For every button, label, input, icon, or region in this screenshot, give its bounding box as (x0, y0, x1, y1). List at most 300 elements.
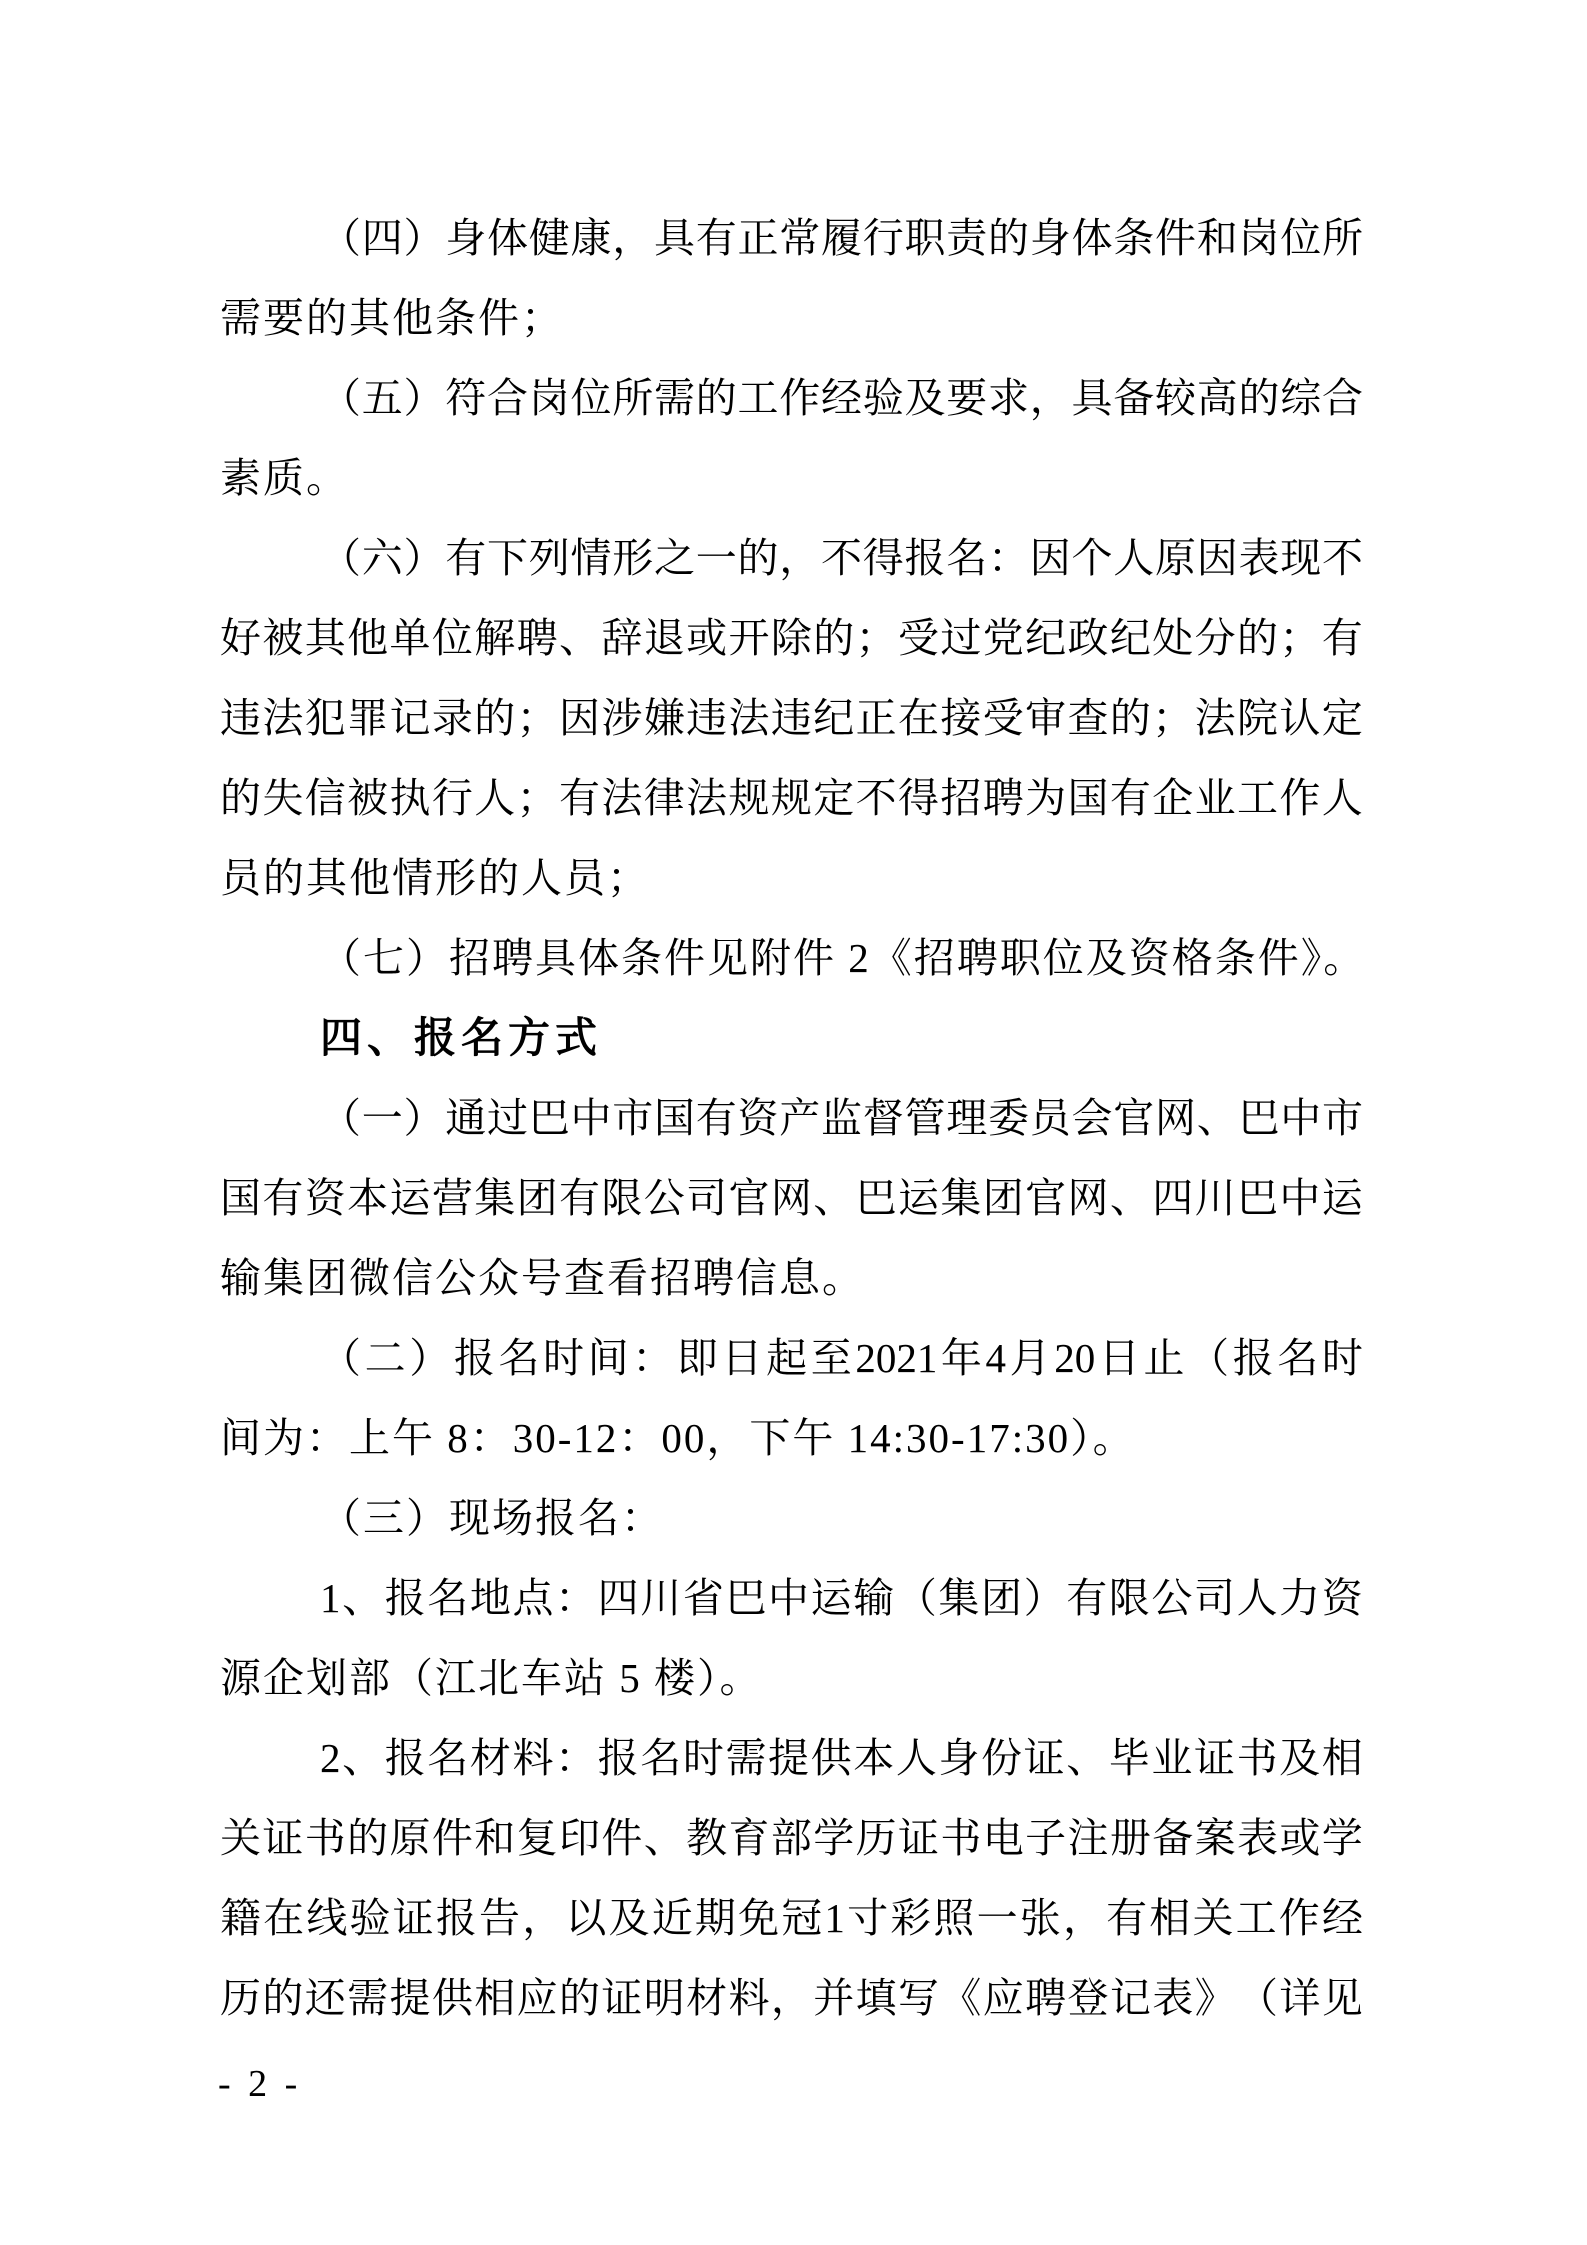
text-token: 、 (1066, 1735, 1108, 1781)
text-token: 辞 (601, 615, 643, 661)
text-token: 法 (601, 775, 643, 821)
text-token: 证 (262, 1815, 304, 1861)
text-token: 应 (516, 1975, 558, 2021)
text-token: 报 (435, 1895, 477, 1941)
text-token: 招 (940, 775, 982, 821)
text-token: ， (522, 1895, 564, 1941)
text-token: 输 (853, 1575, 895, 1621)
text-line: 源企划部（江北车站 5 楼）。 (220, 1655, 763, 1701)
text-token: 市 (1322, 1095, 1363, 1141)
text-token: 资 (737, 1095, 779, 1141)
text-token: ； (1152, 695, 1194, 741)
text-token: （ (320, 535, 361, 581)
text-line (220, 1798, 1363, 1878)
text-token: 要 (946, 375, 988, 421)
text-token: 正 (855, 695, 897, 741)
text-token: 纪 (813, 695, 855, 741)
text-token: ） (403, 1095, 445, 1141)
text-token: 网 (770, 1175, 812, 1221)
text-token: 及 (904, 375, 946, 421)
text-token: 的 (1109, 695, 1151, 741)
text-token: ） (403, 375, 445, 421)
text-token: 案 (1194, 1815, 1236, 1861)
text-token: 职 (904, 215, 946, 261)
text-token: 件 (431, 1815, 473, 1861)
text-token: 经 (821, 375, 862, 421)
text-token: 符 (445, 375, 487, 421)
text-line (220, 1158, 1363, 1238)
text-token: 人 (1236, 1575, 1278, 1621)
text-token: ； (516, 775, 558, 821)
text-token: ） (403, 535, 445, 581)
text-token: 相 (1321, 1735, 1363, 1781)
text-token: 和 (474, 1815, 516, 1861)
text-token: 受 (982, 695, 1024, 741)
text-token: 分 (1194, 615, 1236, 661)
text-token: 位 (570, 375, 612, 421)
text-token: 名 (498, 1335, 540, 1381)
text-token: 定 (813, 775, 855, 821)
text-token: 有 (695, 215, 737, 261)
text-token: 的 (695, 375, 737, 421)
text-token: 提 (389, 1975, 431, 2021)
text-token: 四 (1152, 1175, 1194, 1221)
text-token: 规 (728, 775, 770, 821)
text-token: 业 (1151, 1735, 1193, 1781)
text-token: 开 (728, 615, 770, 661)
text-token: 日 (1098, 1335, 1140, 1381)
text-token: 学 (1321, 1815, 1363, 1861)
text-token: 位 (1280, 215, 1322, 261)
text-token: 的 (220, 775, 261, 821)
text-token: 验 (862, 375, 904, 421)
text-token: ： (555, 1735, 597, 1781)
text-token: 名 (1277, 1335, 1319, 1381)
text-token: 网 (1067, 1175, 1109, 1221)
text-token: 及 (1279, 1735, 1321, 1781)
text-token: 岗 (528, 375, 570, 421)
text-token: 书 (1236, 1735, 1278, 1781)
text-token: 时 (682, 1735, 724, 1781)
text-token: 求 (988, 375, 1029, 421)
text-token: 会 (1071, 1095, 1113, 1141)
text-token: 法 (728, 695, 770, 741)
text-token: 证 (1193, 1735, 1235, 1781)
text-token: 运 (810, 1575, 852, 1621)
text-token: 工 (1237, 775, 1278, 821)
text-token: ： (632, 1335, 674, 1381)
text-token: 官 (1113, 1095, 1155, 1141)
text-token: 报 (597, 1735, 639, 1781)
text-token: 管 (904, 1095, 946, 1141)
text-token: 20 (1054, 1335, 1096, 1381)
text-token: 二 (364, 1335, 406, 1381)
text-token: 法 (686, 775, 728, 821)
text-token: 期 (694, 1895, 736, 1941)
text-token: 表 (1237, 1815, 1278, 1861)
text-token: 解 (474, 615, 516, 661)
text-token: 认 (1279, 695, 1321, 741)
text-token: 业 (1194, 775, 1236, 821)
text-token: 国 (654, 1095, 695, 1141)
text-token: 司 (686, 1175, 728, 1221)
text-token: 并 (813, 1975, 855, 2021)
text-token: 有 (695, 1095, 737, 1141)
text-token: 资 (304, 1175, 346, 1221)
text-token: 审 (1025, 695, 1067, 741)
text-token: 关 (220, 1815, 261, 1861)
text-token: 供 (431, 1975, 473, 2021)
text-token: 份 (981, 1735, 1022, 1781)
text-token: 形 (612, 535, 654, 581)
text-token: 个 (1071, 535, 1113, 581)
text-token: 工 (737, 375, 779, 421)
text-token: 免 (738, 1895, 780, 1941)
text-token: ， (612, 215, 654, 261)
text-token: 有 (445, 535, 487, 581)
text-token: 运 (898, 1175, 939, 1221)
text-token: 综 (1280, 375, 1322, 421)
text-token: ： (988, 535, 1029, 581)
text-token: 位 (431, 615, 473, 661)
text-line (220, 1878, 1363, 1958)
text-token: 证 (898, 1815, 939, 1861)
text-token: 毕 (1108, 1735, 1150, 1781)
text-token: 有 (1109, 775, 1151, 821)
text-token: 作 (1278, 1895, 1320, 1941)
text-token: 现 (1280, 535, 1322, 581)
text-token: 正 (737, 215, 779, 261)
text-token: 在 (898, 695, 939, 741)
text-token: 报 (384, 1735, 426, 1781)
text-token: 录 (431, 695, 473, 741)
text-token: 原 (389, 1815, 431, 1861)
text-token: 国 (1067, 775, 1109, 821)
text-token: 照 (933, 1895, 975, 1941)
text-token: 身 (938, 1735, 980, 1781)
text-token: 因 (559, 695, 600, 741)
text-line (220, 598, 1363, 678)
text-token: 接 (940, 695, 982, 741)
text-token: 相 (474, 1975, 516, 2021)
text-token: 涉 (601, 695, 643, 741)
text-token: 材 (469, 1735, 511, 1781)
text-token: 点 (512, 1575, 554, 1621)
text-token: 一 (976, 1895, 1018, 1941)
text-token: 康 (570, 215, 612, 261)
text-token: 其 (304, 615, 346, 661)
text-token: 巴 (725, 1575, 767, 1621)
text-token: 巴 (1237, 1175, 1278, 1221)
text-token: 的 (347, 1815, 389, 1861)
text-token: 违 (686, 695, 728, 741)
text-token: 2 (320, 1735, 341, 1781)
text-line (220, 758, 1363, 838)
text-token: 日 (721, 1335, 763, 1381)
text-token: ， (770, 1975, 812, 2021)
text-token: 巴 (855, 1175, 897, 1221)
text-token: 学 (813, 1815, 855, 1861)
text-token: 企 (1152, 775, 1194, 821)
text-token: 2021 (855, 1335, 938, 1381)
text-token: 、 (559, 615, 600, 661)
text-token: 官 (728, 1175, 770, 1221)
text-token: 书 (940, 1815, 982, 1861)
text-token: 有 (262, 1175, 304, 1221)
text-token: 书 (304, 1815, 346, 1861)
text-token: 报 (904, 535, 946, 581)
text-token: 员 (1029, 1095, 1071, 1141)
text-token: 罪 (347, 695, 389, 741)
text-token: 、 (1109, 1175, 1151, 1221)
text-token: 备 (1152, 1815, 1194, 1861)
text-token: 行 (862, 215, 904, 261)
text-token: 因 (1196, 535, 1238, 581)
text-token: 除 (770, 615, 812, 661)
text-token: 应 (982, 1975, 1024, 2021)
text-token: （ (320, 1335, 361, 1381)
text-token: 4 (985, 1335, 1007, 1381)
text-token: 公 (1151, 1575, 1193, 1621)
text-token: 因 (1029, 535, 1071, 581)
text-token: 寸 (847, 1895, 889, 1941)
text-token: 资 (1321, 1575, 1363, 1621)
text-token: 《 (940, 1975, 982, 2021)
page-number: - 2 - (218, 2063, 302, 2105)
text-token: 官 (1025, 1175, 1067, 1221)
text-token: 中 (1280, 1095, 1322, 1141)
text-line (220, 518, 1363, 598)
text-line: 员的其他情形的人员； (220, 855, 650, 901)
text-token: 省 (682, 1575, 724, 1621)
text-token: 、 (342, 1575, 384, 1621)
text-token: 材 (686, 1975, 728, 2021)
text-token: ： (555, 1575, 597, 1621)
text-token: 所 (1322, 215, 1363, 261)
text-token: 工 (1235, 1895, 1277, 1941)
text-token: 的 (988, 215, 1029, 261)
text-token: 国 (220, 1175, 261, 1221)
text-token: 之 (654, 535, 695, 581)
text-token: 过 (940, 615, 982, 661)
text-token: 中 (570, 1095, 612, 1141)
text-token: 六 (361, 535, 403, 581)
text-token: 月 (1009, 1335, 1051, 1381)
text-token: 巴 (528, 1095, 570, 1141)
text-token: 纪 (1109, 615, 1151, 661)
text-token: 履 (821, 215, 862, 261)
text-token: 时 (543, 1335, 585, 1381)
text-token: 本 (853, 1735, 895, 1781)
text-token: 作 (1279, 775, 1321, 821)
text-token: 信 (304, 775, 346, 821)
text-token: （ (320, 215, 361, 261)
text-token: 中 (768, 1575, 810, 1621)
text-token: ） (409, 1335, 451, 1381)
text-token: 人 (1321, 775, 1363, 821)
text-token: 证 (601, 1975, 643, 2021)
text-token: 时 (1321, 1335, 1363, 1381)
text-token: 集 (474, 1175, 516, 1221)
text-token: 执 (389, 775, 431, 821)
text-token: 得 (862, 535, 904, 581)
text-token: 被 (262, 615, 304, 661)
text-token: 聘 (516, 615, 558, 661)
text-line (220, 1718, 1363, 1798)
text-line (220, 198, 1363, 278)
text-token: 中 (1279, 1175, 1321, 1221)
text-token: 退 (643, 615, 685, 661)
text-token: 一 (361, 1095, 403, 1141)
text-line (220, 1958, 1363, 2038)
text-token: 他 (347, 615, 389, 661)
text-token: 记 (389, 695, 431, 741)
text-token: 司 (1193, 1575, 1235, 1621)
text-token: 律 (643, 775, 685, 821)
text-token: 团 (516, 1175, 558, 1221)
text-token: 违 (220, 695, 261, 741)
text-token: 的 (1238, 375, 1280, 421)
text-token: 料 (728, 1975, 770, 2021)
text-token: 名 (946, 535, 988, 581)
text-token: 合 (1322, 375, 1363, 421)
text-token: 报 (1232, 1335, 1274, 1381)
text-token: 需 (654, 375, 695, 421)
text-token: 、 (1196, 1095, 1238, 1141)
text-token: 单 (389, 615, 431, 661)
text-token: 供 (810, 1735, 852, 1781)
text-token: （ (1237, 1975, 1278, 2021)
text-token: （ (1188, 1335, 1230, 1381)
text-token: ， (779, 535, 821, 581)
text-token: 或 (686, 615, 728, 661)
text-token: 有 (1066, 1575, 1108, 1621)
text-token: 有 (1106, 1895, 1148, 1941)
text-token: 身 (445, 215, 487, 261)
text-token: 失 (262, 775, 304, 821)
text-token: 报 (453, 1335, 495, 1381)
text-token: 集 (940, 1175, 982, 1221)
text-token: 受 (898, 615, 939, 661)
text-token: 张 (1019, 1895, 1061, 1941)
text-token: 高 (1196, 375, 1238, 421)
text-token: 团 (981, 1575, 1022, 1621)
text-token: 或 (1279, 1815, 1321, 1861)
text-token: 、 (342, 1735, 384, 1781)
text-token: 四 (597, 1575, 639, 1621)
text-token: 运 (1321, 1175, 1363, 1221)
text-token: 明 (643, 1975, 685, 2021)
text-token: 好 (220, 615, 261, 661)
text-token: 体 (487, 215, 528, 261)
text-token: 历 (855, 1815, 897, 1861)
text-token: 件 (1155, 215, 1196, 261)
text-token: 委 (988, 1095, 1029, 1141)
text-token: 力 (1279, 1575, 1321, 1621)
text-token: 五 (361, 375, 403, 421)
text-token: 的 (1237, 615, 1278, 661)
text-token: 四 (361, 215, 403, 261)
text-token: 具 (1071, 375, 1113, 421)
text-token: 、 (813, 1175, 855, 1221)
text-token: 定 (1321, 695, 1363, 741)
text-token: 教 (686, 1815, 728, 1861)
text-token: 填 (855, 1975, 897, 2021)
text-token: 起 (766, 1335, 808, 1381)
text-token: 印 (559, 1815, 600, 1861)
text-token: 川 (1194, 1175, 1236, 1221)
text-token: 、 (643, 1815, 685, 1861)
text-token: 的 (262, 1975, 304, 2021)
text-token: （ (320, 1095, 361, 1141)
text-token: 需 (347, 1975, 389, 2021)
text-token: 告 (479, 1895, 521, 1941)
text-token: 报 (384, 1575, 426, 1621)
text-token: 不 (1322, 535, 1363, 581)
text-token: 部 (770, 1815, 812, 1861)
text-token: 育 (728, 1815, 770, 1861)
text-token: 备 (1113, 375, 1155, 421)
text-token: 验 (349, 1895, 391, 1941)
text-token: 嫌 (643, 695, 685, 741)
text-token: 有 (559, 1175, 600, 1221)
text-token: 本 (347, 1175, 389, 1221)
text-token: 原 (1155, 535, 1196, 581)
text-token: 限 (601, 1175, 643, 1221)
text-token: 合 (487, 375, 528, 421)
text-token: ； (1279, 615, 1321, 661)
text-token: 注 (1067, 1815, 1109, 1861)
text-token: 有 (1321, 615, 1363, 661)
text-token: 的 (813, 615, 855, 661)
text-token: 行 (431, 775, 473, 821)
text-token: 在 (263, 1895, 305, 1941)
text-token: 册 (1109, 1815, 1151, 1861)
text-token: 名 (427, 1575, 469, 1621)
text-line (220, 678, 1363, 758)
text-token: 提 (768, 1735, 810, 1781)
text-token: 法 (262, 695, 304, 741)
text-token: 产 (779, 1095, 821, 1141)
text-token: ， (1062, 1895, 1104, 1941)
text-line: 间为：上午 8：30-12：00，下午 14:30-17:30）。 (220, 1415, 1136, 1461)
text-token: 一 (695, 535, 737, 581)
text-token: 有 (559, 775, 600, 821)
text-token: 表 (1152, 1975, 1194, 2021)
text-token: 以 (565, 1895, 607, 1941)
text-token: 列 (528, 535, 570, 581)
text-token: 市 (612, 1095, 654, 1141)
text-token: 件 (601, 1815, 643, 1861)
text-token: 人 (895, 1735, 937, 1781)
text-token: 的 (559, 1975, 600, 2021)
text-line: （三）现场报名： (320, 1495, 664, 1541)
text-token: 止 (1143, 1335, 1185, 1381)
text-token: 历 (220, 1975, 261, 2021)
text-token: 至 (810, 1335, 852, 1381)
text-token: 网 (1155, 1095, 1196, 1141)
text-token: 及 (608, 1895, 650, 1941)
text-token: 记 (1109, 1975, 1151, 2021)
text-token: 地 (469, 1575, 511, 1621)
text-token: 详 (1279, 1975, 1321, 2021)
text-token: 聘 (982, 775, 1024, 821)
text-token: 情 (570, 535, 612, 581)
text-token: 的 (737, 535, 779, 581)
text-token: ） (403, 215, 445, 261)
text-token: 间 (587, 1335, 629, 1381)
text-token: 证 (392, 1895, 434, 1941)
